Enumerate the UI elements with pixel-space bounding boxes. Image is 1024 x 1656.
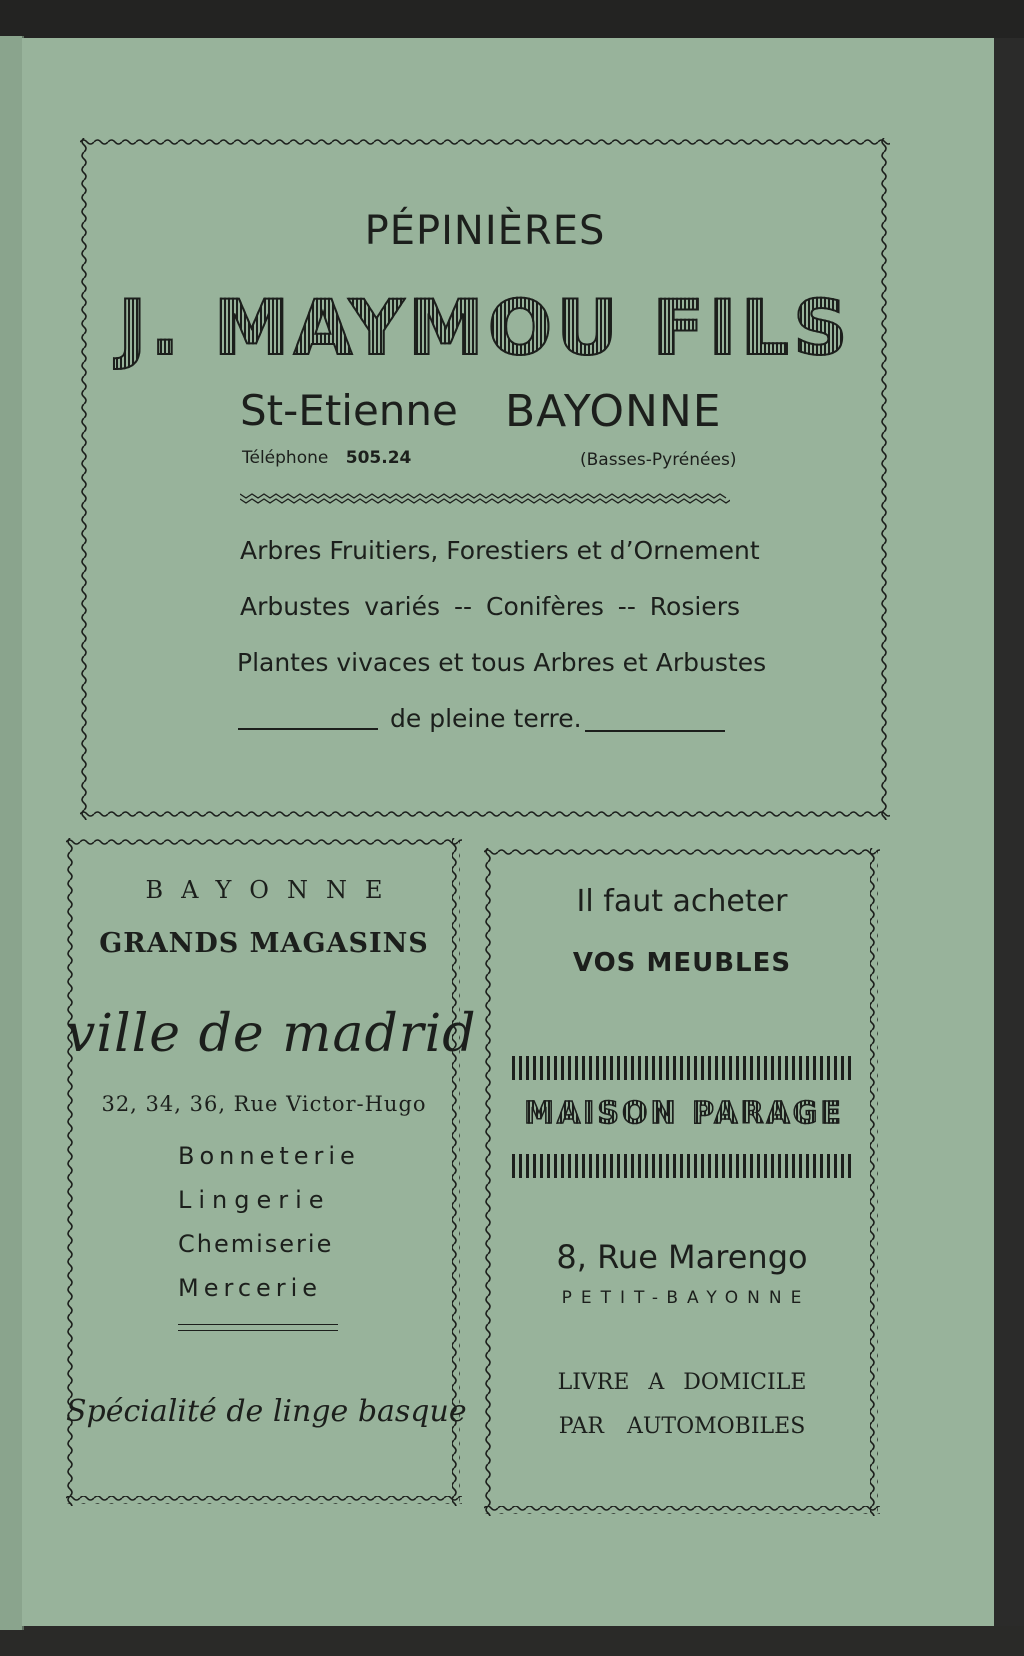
striped-rule-top [512, 1056, 852, 1080]
product-item: Rosiers [649, 592, 740, 621]
decorative-zigzag-rule [240, 490, 730, 504]
product-item: variés [364, 592, 441, 621]
binding-edge [0, 36, 24, 1630]
goods-item: Chemiserie [178, 1230, 334, 1258]
goods-list [178, 1142, 360, 1318]
department-store-ad [66, 838, 477, 1506]
rule-right [585, 730, 725, 732]
furniture-headline: VOS MEUBLES [572, 948, 792, 978]
double-rule-top [178, 1324, 338, 1325]
locality: St-Etienne [240, 386, 458, 435]
product-line-4: de pleine terre. [390, 704, 582, 733]
product-line-3: Plantes vivaces et tous Arbres et Arbustes [237, 648, 767, 677]
goods-item: Bonneterie [178, 1142, 360, 1170]
store-headline: GRANDS MAGASINS [99, 928, 429, 959]
phone-label: Téléphone [242, 448, 329, 468]
separator: -- [453, 592, 473, 621]
furniture-intro: Il faut acheter [576, 884, 788, 919]
phone-line [242, 448, 411, 468]
product-item: Conifères [485, 592, 604, 621]
striped-rule-bottom [512, 1154, 852, 1178]
furniture-address: 8, Rue Marengo [556, 1238, 808, 1276]
nursery-heading: PÉPINIÈRES [364, 208, 606, 254]
product-line-2 [240, 592, 740, 621]
delivery-line-2: PAR AUTOMOBILES [558, 1414, 806, 1439]
nursery-ad [80, 138, 890, 820]
city-name: BAYONNE [505, 386, 722, 437]
store-address: 32, 34, 36, Rue Victor-Hugo [101, 1092, 427, 1116]
company-name: J. MAYMOU FILS [80, 283, 890, 372]
product-line-1: Arbres Fruitiers, Forestiers et d’Ornement [240, 536, 760, 565]
store-city: BAYONNE [145, 876, 401, 904]
goods-item: Lingerie [178, 1186, 331, 1214]
separator: -- [617, 592, 636, 621]
furniture-store-ad [484, 848, 880, 1516]
rule-left [238, 728, 378, 730]
goods-item: Mercerie [178, 1274, 323, 1302]
product-item: Arbustes [240, 592, 351, 621]
delivery-line-1: LIVRE A DOMICILE [557, 1370, 807, 1395]
store-name: ville de madrid [66, 1004, 477, 1064]
store-specialty: Spécialité de linge basque [66, 1394, 467, 1429]
scan-top-edge [0, 0, 1024, 38]
double-rule-bottom [178, 1330, 338, 1331]
phone-number: 505.24 [345, 448, 412, 468]
region: (Basses-Pyrénées) [580, 450, 737, 470]
scan-right-edge [994, 38, 1024, 1626]
furniture-district: PETIT-BAYONNE [561, 1288, 811, 1308]
furniture-store-name: MAISON PARAGE [484, 1096, 880, 1131]
